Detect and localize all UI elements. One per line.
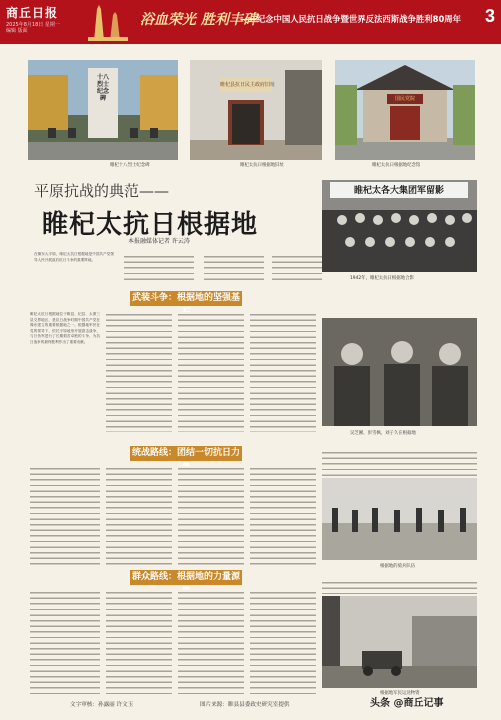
caption-leaders: 吴芝圃、彭雪枫、刘子久在根据地 bbox=[350, 431, 416, 436]
body-column-3 bbox=[178, 312, 244, 432]
body-column-9 bbox=[322, 450, 477, 476]
article-title: 睢杞太抗日根据地 bbox=[42, 210, 259, 240]
watermark: 头条 @商丘记事 bbox=[370, 698, 444, 709]
caption-group: 1942年，睢杞太抗日根据地合影 bbox=[350, 276, 414, 281]
memorial-inscription: 十八烈士纪念碑 bbox=[96, 74, 109, 102]
section-header-1: 武装斗争：根据地的坚强基 bbox=[130, 291, 242, 306]
photo-transport bbox=[322, 596, 477, 688]
body-column-11 bbox=[106, 590, 172, 694]
article-byline: 本报融媒体记者 许云涛 bbox=[128, 238, 190, 245]
caption-memorial: 睢杞十八烈士纪念碑 bbox=[110, 163, 150, 168]
caption-transport: 根据地军民运送物资 bbox=[380, 691, 420, 696]
intro-column-3 bbox=[204, 254, 264, 282]
photo-former-site bbox=[190, 60, 322, 160]
body-column-2 bbox=[106, 312, 172, 432]
body-column-6 bbox=[106, 466, 172, 566]
newspaper-logo: 商丘日报 bbox=[6, 6, 59, 20]
caption-museum: 睢杞太抗日根据地纪念馆 bbox=[372, 163, 421, 168]
photo-museum bbox=[335, 60, 475, 160]
theme-title: 浴血荣光 胜利丰碑 bbox=[140, 12, 257, 28]
group-banner-text: 睢杞太各大集团军留影 bbox=[353, 186, 444, 196]
body-column-12 bbox=[178, 590, 244, 694]
body-column-5 bbox=[30, 466, 100, 566]
caption-former-site: 睢杞太抗日根据地旧址 bbox=[240, 163, 284, 168]
body-column-8 bbox=[250, 466, 316, 566]
museum-sign: 国民党院 bbox=[394, 96, 415, 102]
monument-icon bbox=[86, 3, 130, 41]
photo-memorial bbox=[28, 60, 178, 160]
footer-text-credit: 文字审核：孙露丽 许文玉 bbox=[70, 702, 134, 708]
footer-image-credit: 图片来源：睢县县委政史研究室提供 bbox=[200, 702, 290, 708]
body-column-10 bbox=[30, 590, 100, 694]
body-column-4 bbox=[250, 312, 316, 432]
photo-group bbox=[322, 180, 477, 272]
intro-column-4 bbox=[272, 254, 322, 282]
intro-column-1: 在豫东大平原，睢杞太抗日根据地是中国共产党领导人民开展敌后抗日斗争的重要阵地。 bbox=[34, 252, 114, 262]
body-column-13 bbox=[250, 590, 316, 694]
photo-cavalry bbox=[322, 478, 477, 560]
section-header-3: 群众路线：根据地的力量源 bbox=[130, 570, 242, 585]
body-column-1: 睢杞太抗日根据地位于睢县、杞县、太康三县交界地区，是抗日战争时期中国共产党在豫东建立的重要根据地之一。根据地军民在党的领导下，依托平原地形开展游击战争，与日伪军进行了长期艰苦卓绝的斗争，为抗日战争的最终胜利作出了重要贡献。 bbox=[30, 312, 100, 344]
caption-cavalry: 根据地的骑兵队伍 bbox=[380, 564, 416, 569]
page-number: 3 bbox=[484, 6, 495, 26]
header-banner bbox=[0, 0, 501, 44]
theme-subtitle: ——纪念中国人民抗日战争暨世界反法西斯战争胜利80周年 bbox=[240, 14, 462, 24]
intro-column-2 bbox=[124, 254, 194, 282]
issue-date: 2025年8月18日 星期一 编辑 版面 bbox=[6, 22, 60, 34]
article-kicker: 平原抗战的典范—— bbox=[34, 182, 170, 200]
body-column-7 bbox=[178, 466, 244, 566]
section-header-2: 统战路线：团结一切抗日力 bbox=[130, 446, 242, 461]
body-column-14 bbox=[322, 580, 477, 594]
photo-leaders bbox=[322, 318, 477, 426]
site-plaque: 睢杞县抗日民主政府旧址 bbox=[220, 82, 276, 88]
